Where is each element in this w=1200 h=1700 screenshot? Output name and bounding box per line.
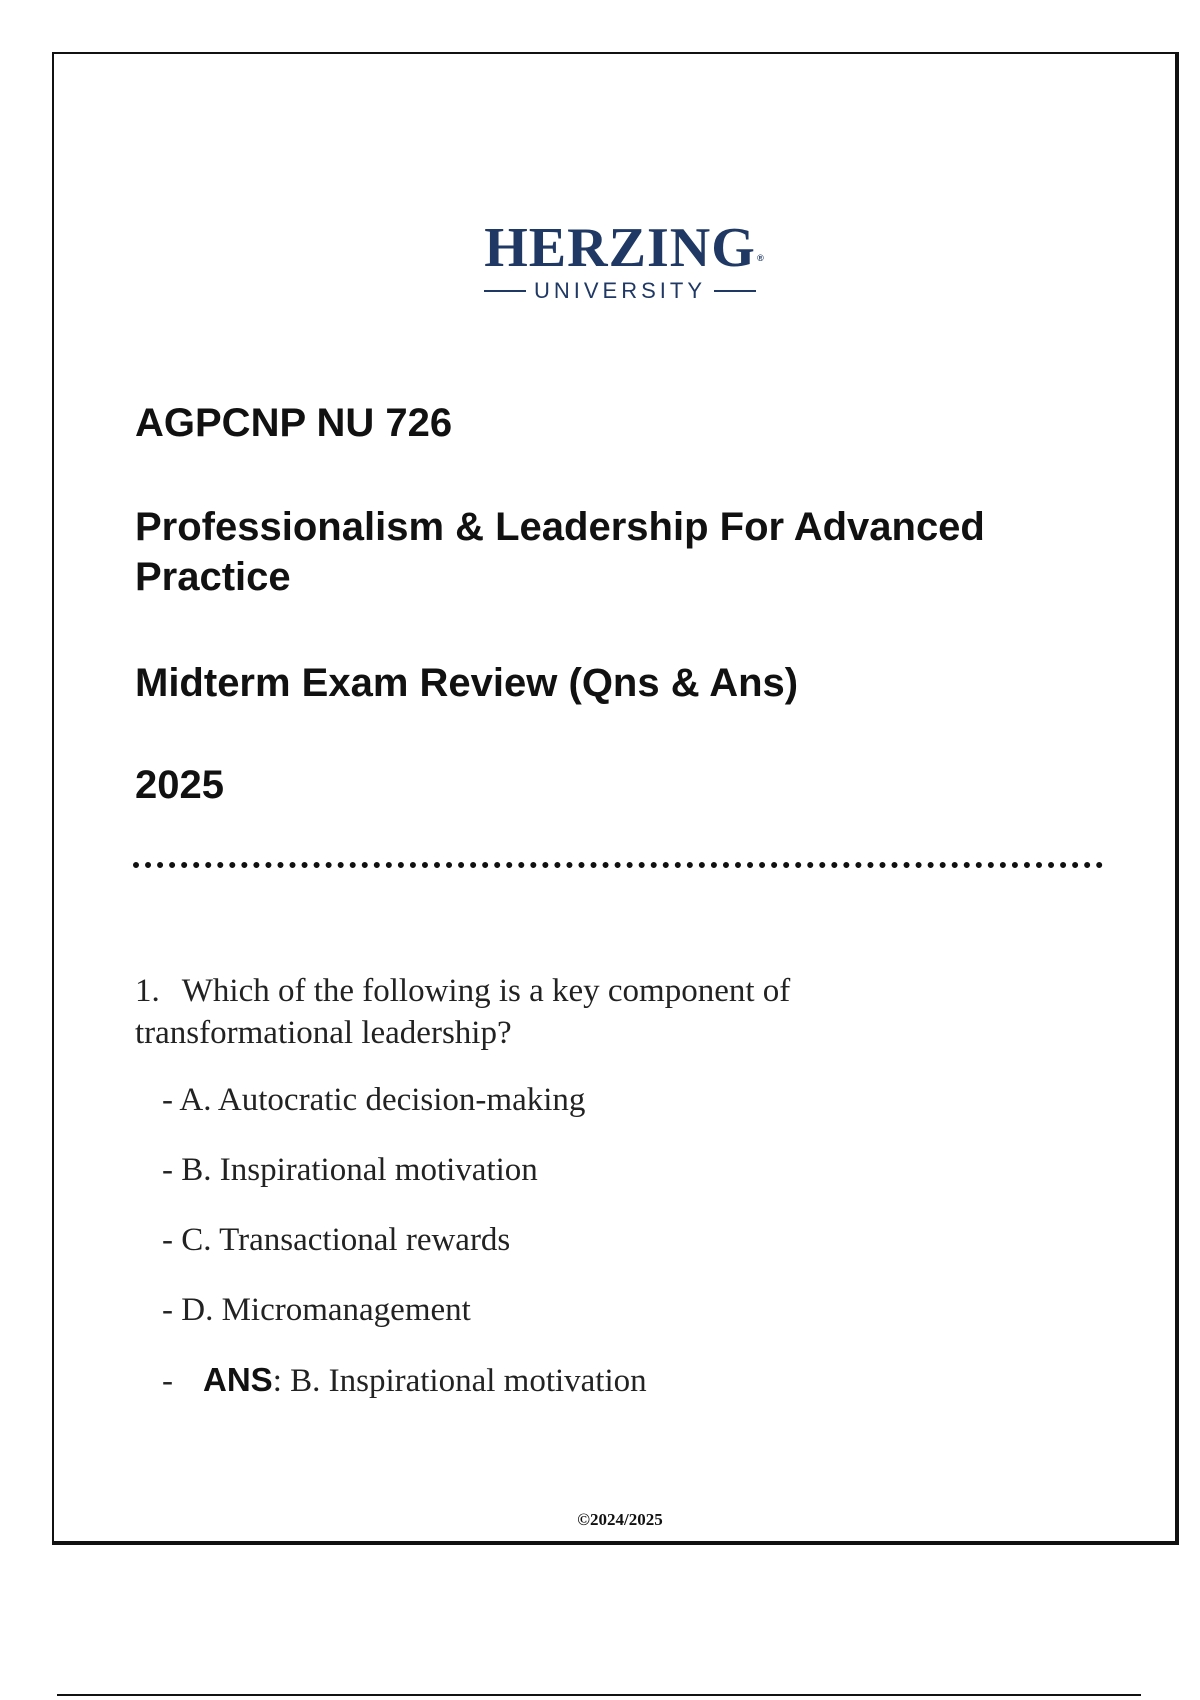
university-logo [470, 188, 770, 338]
question-number: 1. [135, 973, 160, 1009]
option-b: - B. Inspirational motivation [162, 1152, 538, 1188]
registered-mark: ® [757, 253, 765, 263]
question-block [135, 970, 935, 1054]
course-title: Professionalism & Leadership For Advanced Practice [135, 505, 985, 599]
option-d: - D. Micromanagement [162, 1292, 471, 1328]
answer-label: ANS [203, 1361, 273, 1398]
option-a: - A. Autocratic decision-making [162, 1082, 586, 1118]
answer-line [162, 1358, 647, 1418]
logo-left-rule [484, 290, 526, 292]
answer-text: : B. Inspirational motivation [272, 1363, 647, 1399]
dotted-divider [133, 862, 1103, 868]
logo-subtitle: UNIVERSITY [533, 278, 707, 303]
option-c: - C. Transactional rewards [162, 1222, 511, 1258]
answer-prefix: - [162, 1363, 173, 1399]
document-type: Midterm Exam Review (Qns & Ans) [135, 661, 799, 705]
document-year: 2025 [135, 763, 224, 807]
copyright-notice: ©2024/2025 [577, 1510, 663, 1529]
footer-rule [57, 1694, 1141, 1696]
logo-right-rule [714, 290, 756, 292]
course-code: AGPCNP NU 726 [135, 401, 453, 445]
logo-subtitle-row [470, 278, 770, 304]
logo-wordmark [484, 217, 765, 279]
answer-options [162, 1078, 647, 1418]
question-text: Which of the following is a key component of transformational leadership? [135, 973, 791, 1051]
logo-name: HERZING [484, 217, 756, 279]
